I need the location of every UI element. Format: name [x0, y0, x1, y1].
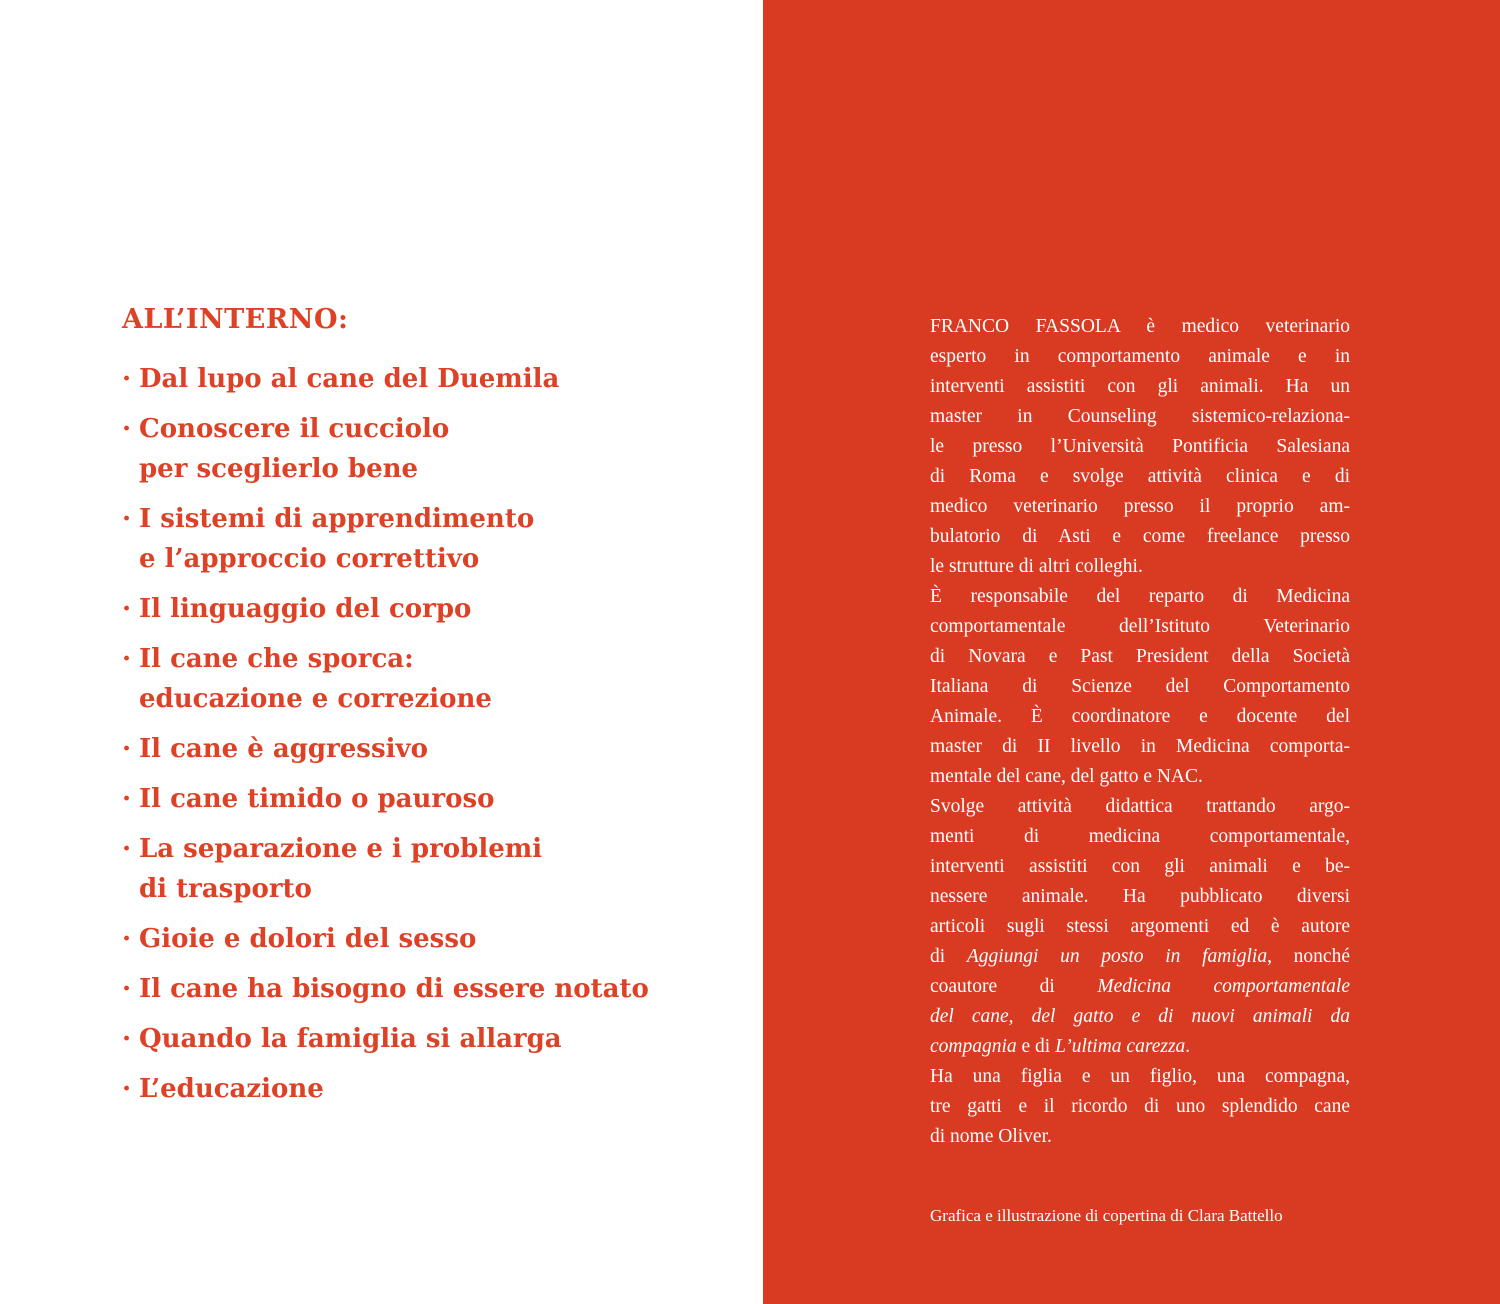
contents-item-text: Il cane che sporca: [139, 644, 414, 674]
bio-text: medico veterinario presso il proprio am- [930, 496, 1350, 517]
bio-line [930, 912, 1350, 942]
contents-item-text: per sceglierlo bene [139, 454, 419, 484]
bio-text: Ha una figlia e un figlio, una compagna, [930, 1066, 1350, 1087]
bio-line [930, 372, 1350, 402]
bio-text: master in Counseling sistemico-relaziona- [930, 406, 1350, 427]
bio-text-italic: del cane, del gatto e di nuovi animali da [930, 1006, 1350, 1027]
bio-text: di Roma e svolge attività clinica e di [930, 466, 1350, 487]
bio-line [930, 612, 1350, 642]
bio-text: Italiana di Scienze del Comportamento [930, 676, 1350, 697]
bio-text: di nome Oliver. [930, 1126, 1052, 1147]
bio-text: , nonché [1267, 946, 1350, 967]
bio-line [930, 432, 1350, 462]
contents-item-line [122, 779, 649, 819]
cover-credit: Grafica e illustrazione di copertina di Clara Battello [930, 1206, 1283, 1225]
contents-item-line [122, 919, 649, 959]
contents-item-line [122, 1069, 649, 1109]
bio-line [930, 852, 1350, 882]
bullet-icon: · [122, 644, 132, 674]
bio-line [930, 492, 1350, 522]
contents-item-text: Conoscere il cucciolo [139, 414, 450, 444]
contents-item-line-continuation [122, 449, 649, 489]
contents-item [122, 1019, 649, 1059]
bio-text: di [930, 946, 967, 967]
bio-line [930, 702, 1350, 732]
bio-text: master di II livello in Medicina comporta- [930, 736, 1350, 757]
contents-item [122, 919, 649, 959]
contents-item-text: Il linguaggio del corpo [139, 594, 472, 624]
bio-text: coautore di [930, 976, 1098, 997]
bio-text: È responsabile del reparto di Medicina [930, 586, 1350, 607]
bio-line [930, 1032, 1350, 1062]
contents-item [122, 589, 649, 629]
bullet-icon: · [122, 834, 132, 864]
bio-text: nessere animale. Ha pubblicato diversi [930, 886, 1350, 907]
bio-line [930, 1122, 1350, 1152]
contents-item [122, 639, 649, 719]
contents-item-text: La separazione e i problemi [139, 834, 543, 864]
bio-line [930, 792, 1350, 822]
bio-line [930, 942, 1350, 972]
bio-line [930, 732, 1350, 762]
contents-item-line [122, 729, 649, 769]
contents-item-text: Quando la famiglia si allarga [139, 1024, 562, 1054]
bio-line [930, 672, 1350, 702]
bio-text: interventi assistiti con gli animali. Ha un [930, 376, 1350, 397]
contents-item-line [122, 829, 649, 869]
bio-line [930, 1092, 1350, 1122]
contents-item-line-continuation [122, 869, 649, 909]
contents-item-line [122, 589, 649, 629]
bio-text: esperto in comportamento animale e in [930, 346, 1350, 367]
contents-item-text: e l’approccio correttivo [139, 544, 480, 574]
contents-item-text: Il cane è aggressivo [139, 734, 428, 764]
contents-item-text: Gioie e dolori del sesso [139, 924, 477, 954]
bullet-icon: · [122, 414, 132, 444]
contents-item-text: Il cane ha bisogno di essere notato [139, 974, 649, 1004]
bullet-icon: · [122, 784, 132, 814]
bio-line [930, 402, 1350, 432]
bullet-icon: · [122, 924, 132, 954]
contents-item-line-continuation [122, 539, 649, 579]
contents-item-text: di trasporto [139, 874, 312, 904]
author-bio-panel [763, 0, 1500, 1304]
bio-line [930, 1002, 1350, 1032]
bio-text: e di [1016, 1036, 1056, 1057]
author-bio-text [930, 312, 1350, 1152]
contents-item-text: educazione e correzione [139, 684, 492, 714]
contents-item-line [122, 969, 649, 1009]
contents-item-line [122, 639, 649, 679]
bio-line [930, 822, 1350, 852]
bio-text: mentale del cane, del gatto e NAC. [930, 766, 1203, 787]
contents-list [122, 359, 649, 1109]
bio-text: . [1185, 1036, 1191, 1057]
bio-text-italic: compagnia [930, 1036, 1017, 1057]
bio-line [930, 642, 1350, 672]
contents-item-text: I sistemi di apprendimento [139, 504, 535, 534]
bio-text: Svolge attività didattica trattando argo- [930, 796, 1350, 817]
bullet-icon: · [122, 594, 132, 624]
contents-item-text: L’educazione [139, 1074, 324, 1104]
contents-item [122, 829, 649, 909]
bio-line [930, 1062, 1350, 1092]
bio-text: articoli sugli stessi argomenti ed è autore [930, 916, 1350, 937]
bio-line [930, 312, 1350, 342]
contents-item [122, 969, 649, 1009]
bio-text: comportamentale dell’Istituto Veterinario [930, 616, 1350, 637]
bio-text: interventi assistiti con gli animali e be- [930, 856, 1350, 877]
contents-block [122, 304, 649, 1119]
bio-text-italic: Aggiungi un posto in famiglia [966, 946, 1268, 967]
bio-line [930, 342, 1350, 372]
contents-item-line [122, 1019, 649, 1059]
contents-item [122, 729, 649, 769]
contents-item [122, 359, 649, 399]
contents-item [122, 499, 649, 579]
bullet-icon: · [122, 1024, 132, 1054]
bio-line [930, 882, 1350, 912]
bullet-icon: · [122, 504, 132, 534]
contents-item [122, 1069, 649, 1109]
contents-item-line [122, 409, 649, 449]
bio-line [930, 582, 1350, 612]
bio-text-italic: Medicina comportamentale [1097, 976, 1350, 997]
contents-item-text: Il cane timido o pauroso [139, 784, 495, 814]
bullet-icon: · [122, 364, 132, 394]
bullet-icon: · [122, 974, 132, 1004]
bio-line [930, 462, 1350, 492]
contents-heading: ALL’INTERNO: [122, 304, 349, 335]
bio-line [930, 522, 1350, 552]
contents-item-line [122, 499, 649, 539]
bio-text: le presso l’Università Pontificia Salesiana [930, 436, 1350, 457]
contents-item-line [122, 359, 649, 399]
contents-item-text: Dal lupo al cane del Duemila [139, 364, 560, 394]
bio-line [930, 762, 1350, 792]
bio-text: FRANCO FASSOLA è medico veterinario [930, 316, 1350, 337]
bullet-icon: · [122, 734, 132, 764]
bio-line [930, 972, 1350, 1002]
bio-text: di Novara e Past President della Società [930, 646, 1350, 667]
contents-item [122, 409, 649, 489]
bio-text-italic: L’ultima carezza [1055, 1036, 1186, 1057]
bio-line [930, 552, 1350, 582]
contents-item [122, 779, 649, 819]
bio-text: Animale. È coordinatore e docente del [930, 706, 1350, 727]
bio-text: bulatorio di Asti e come freelance presso [930, 526, 1350, 547]
contents-item-line-continuation [122, 679, 649, 719]
bio-text: le strutture di altri colleghi. [930, 556, 1143, 577]
bio-text: menti di medicina comportamentale, [930, 826, 1350, 847]
bullet-icon: · [122, 1074, 132, 1104]
bio-text: tre gatti e il ricordo di uno splendido cane [930, 1096, 1350, 1117]
